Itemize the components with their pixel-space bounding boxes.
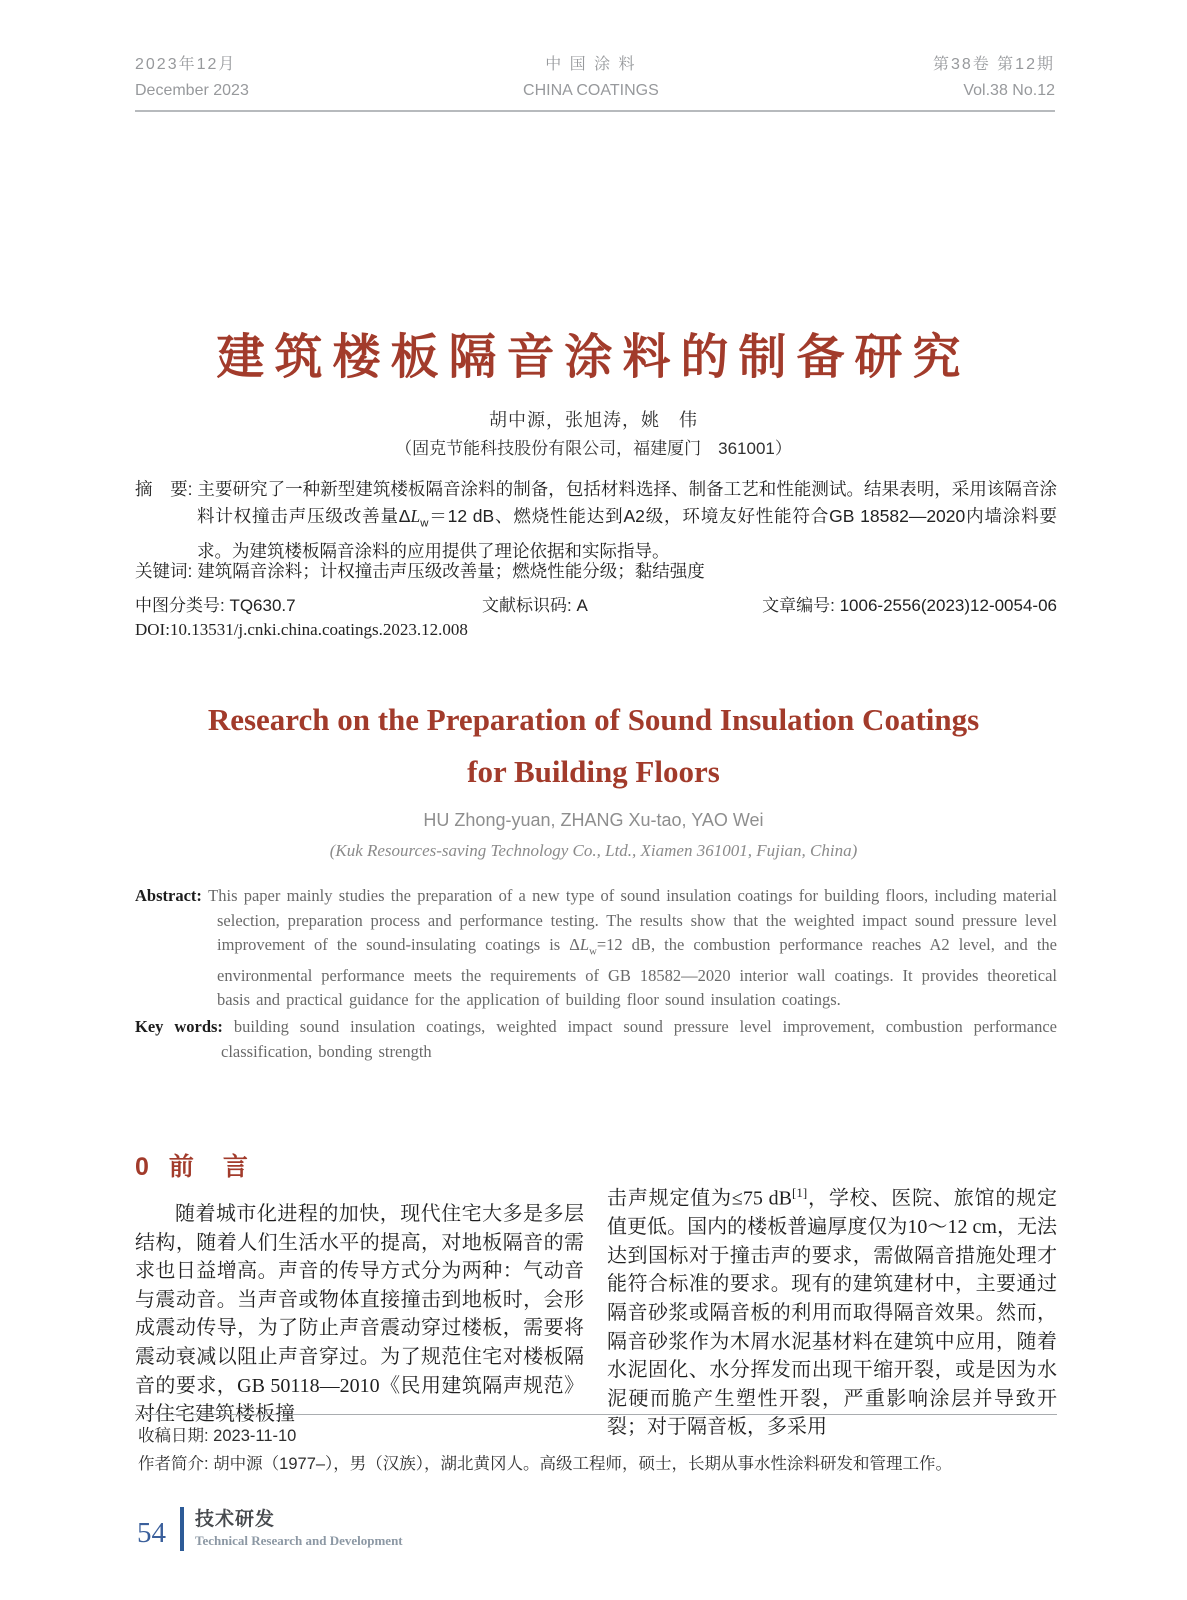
body-column-right [607, 1179, 1057, 1442]
header-issue-en: Vol.38 No.12 [963, 82, 1055, 99]
clc-number: 中图分类号: TQ630.7 [135, 596, 296, 615]
abstract-zh [135, 476, 1057, 565]
article-id: 文章编号: 1006-2556(2023)12-0054-06 [762, 596, 1057, 615]
abstract-en-text-pre: This paper mainly studies the preparation of a new type of sound insulation coatings for building floors, including material selection, preparation process and performance testing. The results show that the weighted impact sound pressure level improvement of the sound-insulating coatings is Δ [208, 886, 1057, 954]
authors-en: HU Zhong-yuan, ZHANG Xu-tao, YAO Wei [423, 810, 764, 830]
affiliation-zh: （固克节能科技股份有限公司，福建厦门 361001） [395, 439, 792, 458]
abstract-zh-text-pre: 主要研究了一种新型建筑楼板隔音涂料的制备，包括材料选择、制备工艺和性能测试。结果表明，采用该隔音涂料计权撞击声压级改善量Δ [197, 479, 1057, 526]
footer-section [195, 1508, 403, 1550]
abstract-en [135, 884, 1057, 1013]
delta-l-symbol: L [410, 506, 421, 526]
author-bio: 作者简介: 胡中源（1977–），男（汉族），湖北黄冈人。高级工程师，硕士，长期从事水性涂料研发和管理工作。 [138, 1455, 953, 1473]
affiliation-en: (Kuk Resources-saving Technology Co., Ltd., Xiamen 361001, Fujian, China) [329, 841, 858, 860]
section-0-number: 0 [135, 1153, 151, 1181]
delta-l-symbol-en: L [579, 935, 590, 954]
keywords-en-text: building sound insulation coatings, weighted impact sound pressure level improvement, combustion performance classification, bonding strength [221, 1017, 1057, 1061]
running-head [135, 52, 1055, 104]
section-0-heading [135, 1150, 584, 1184]
keywords-en-label: Key words: [135, 1017, 234, 1036]
keywords-zh-text: 建筑隔音涂料；计权撞击声压级改善量；燃烧性能分级；黏结强度 [197, 561, 705, 581]
paper-title-en [0, 694, 1187, 798]
header-journal [523, 52, 659, 104]
keywords-zh [135, 558, 1057, 583]
delta-l-subscript-en: w [589, 945, 597, 958]
header-date-zh: 2023年12月 [135, 56, 237, 73]
header-issue [933, 52, 1055, 104]
body-paragraph-left: 随着城市化进程的加快，现代住宅大多是多层结构，随着人们生活水平的提高，对地板隔音的需求也日益增高。声音的传导方式分为两种：气动音与震动音。当声音或物体直接撞击到地板时，会形成震动传导，为了防止声音震动穿过楼板，需要将震动衰减以阻止声音穿过。为了规范住宅对楼板隔音的要求，GB 50118—2010《民用建筑隔声规范》对住宅建筑楼板撞 [135, 1203, 584, 1426]
header-journal-en: CHINA COATINGS [523, 82, 659, 99]
doi: DOI:10.13531/j.cnki.china.coatings.2023.12.008 [135, 620, 468, 639]
body-paragraph-right [607, 1179, 1057, 1442]
received-date: 收稿日期: 2023-11-10 [138, 1427, 297, 1445]
classification-row [135, 591, 1057, 615]
footer-section-en: Technical Research and Development [195, 1533, 403, 1548]
document-code: 文献标识码: A [482, 596, 588, 615]
paper-title-zh: 建筑楼板隔音涂料的制备研究 [216, 331, 971, 384]
abstract-zh-text-post: ＝12 dB、燃烧性能达到A2级，环境友好性能符合GB 18582—2020内墙涂料要求。为建筑楼板隔音涂料的应用提供了理论依据和实际指导。 [197, 506, 1057, 561]
paper-title-en-line2: for Building Floors [467, 754, 720, 789]
abstract-zh-label: 摘 要: [135, 479, 198, 499]
keywords-zh-label: 关键词: [135, 561, 198, 581]
paper-title-en-line1: Research on the Preparation of Sound Insulation Coatings [207, 702, 980, 737]
page-footer [137, 1505, 403, 1553]
abstract-en-text-post: =12 dB, the combustion performance reaches A2 level, and the environmental performance meets the requirements of GB 18582—2020 interior wall coatings. It provides theoretical basis and practical guidance for the application of building floor sound insulation coatings. [217, 935, 1057, 1010]
header-divider [135, 110, 1055, 112]
body-right-pre: 击声规定值为≤75 dB [607, 1187, 793, 1210]
section-0-title: 前 言 [168, 1153, 250, 1181]
authors-zh: 胡中源，张旭涛，姚 伟 [489, 410, 698, 430]
header-date [135, 52, 249, 104]
page-number: 54 [137, 1516, 166, 1549]
abstract-en-label: Abstract: [135, 886, 209, 905]
footer-section-zh: 技术研发 [195, 1509, 276, 1530]
footnote-divider [135, 1414, 1057, 1415]
keywords-en [135, 1015, 1057, 1064]
citation-ref-1: [1] [792, 1185, 808, 1200]
delta-l-subscript: w [420, 517, 429, 530]
header-journal-zh: 中 国 涂 料 [545, 56, 637, 73]
body-column-left [135, 1150, 584, 1429]
header-issue-zh: 第38卷 第12期 [932, 56, 1055, 73]
footer-accent-bar [180, 1507, 184, 1551]
body-right-post: ，学校、医院、旅馆的规定值更低。国内的楼板普遍厚度仅为10～12 cm，无法达到国标对于撞击声的要求，需做隔音措施处理才能符合标准的要求。现有的建筑建材中，主要通过隔音砂浆或隔音板的利用而取得隔音效果。然而，隔音砂浆作为木屑水泥基材料在建筑中应用，随着水泥固化、水分挥发而出现干缩开裂，或是因为水泥硬而脆产生塑性开裂，严重影响涂层并导致开裂；对于隔音板，多采用 [607, 1187, 1057, 1439]
header-date-en: December 2023 [135, 82, 249, 99]
